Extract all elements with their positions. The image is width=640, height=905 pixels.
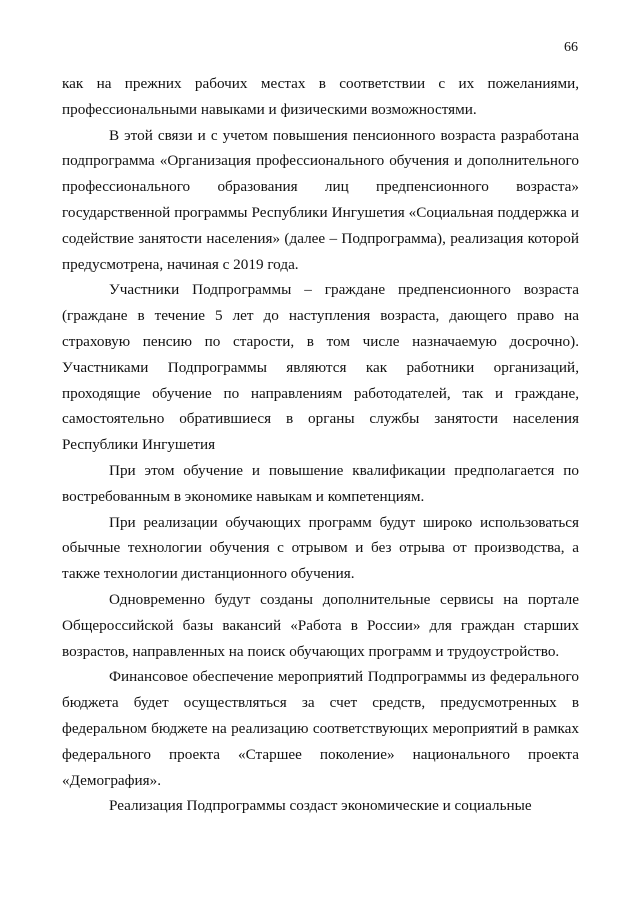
paragraph-financing: Финансовое обеспечение мероприятий Подпрограммы из федерального бюджета будет осуществляться за счет средств, предусмотренных в федеральном бюджете на реализацию соответствующих мероприятий в рамках федерального проекта «Старшее поколение» национального проекта «Демография». (62, 668, 579, 789)
document-body (62, 71, 579, 819)
paragraph-services: Одновременно будут созданы дополнительные сервисы на портале Общероссийской базы вакансий «Работа в России» для граждан старших возрастов, направленных на поиск обучающих программ и трудоустройство. (62, 590, 579, 660)
paragraph-participants: Участники Подпрограммы – граждане предпенсионного возраста (граждане в течение 5 лет до наступления возраста, дающего право на страховую пенсию по старости, в том числе назначаемую досрочно). Участниками Подпрограммы являются как работники организаций, проходящие обучение по направлениям работодателей, так и граждане, самостоятельно обратившиеся в органы службы занятости населения Республики Ингушетия (62, 281, 579, 454)
paragraph-subprogram-intro: В этой связи и с учетом повышения пенсионного возраста разработана подпрограмма «Организация профессионального обучения и дополнительного профессионального образования лиц предпенсионного возраста» государственной программы Республики Ингушетия «Социальная поддержка и содействие занятости населения» (далее – Подпрограмма), реализация которой предусмотрена, начиная с 2019 года. (62, 126, 579, 273)
paragraph-implementation: Реализация Подпрограммы создаст экономические и социальные (109, 797, 532, 815)
page-number: 66 (564, 40, 578, 55)
paragraph-technologies: При реализации обучающих программ будут широко использоваться обычные технологии обучения с отрывом и без отрыва от производства, а также технологии дистанционного обучения. (62, 513, 579, 583)
paragraph-continuation: как на прежних рабочих местах в соответствии с их пожеланиями, профессиональными навыками и физическими возможностями. (62, 75, 579, 118)
paragraph-training: При этом обучение и повышение квалификации предполагается по востребованным в экономике навыкам и компетенциям. (62, 461, 579, 505)
